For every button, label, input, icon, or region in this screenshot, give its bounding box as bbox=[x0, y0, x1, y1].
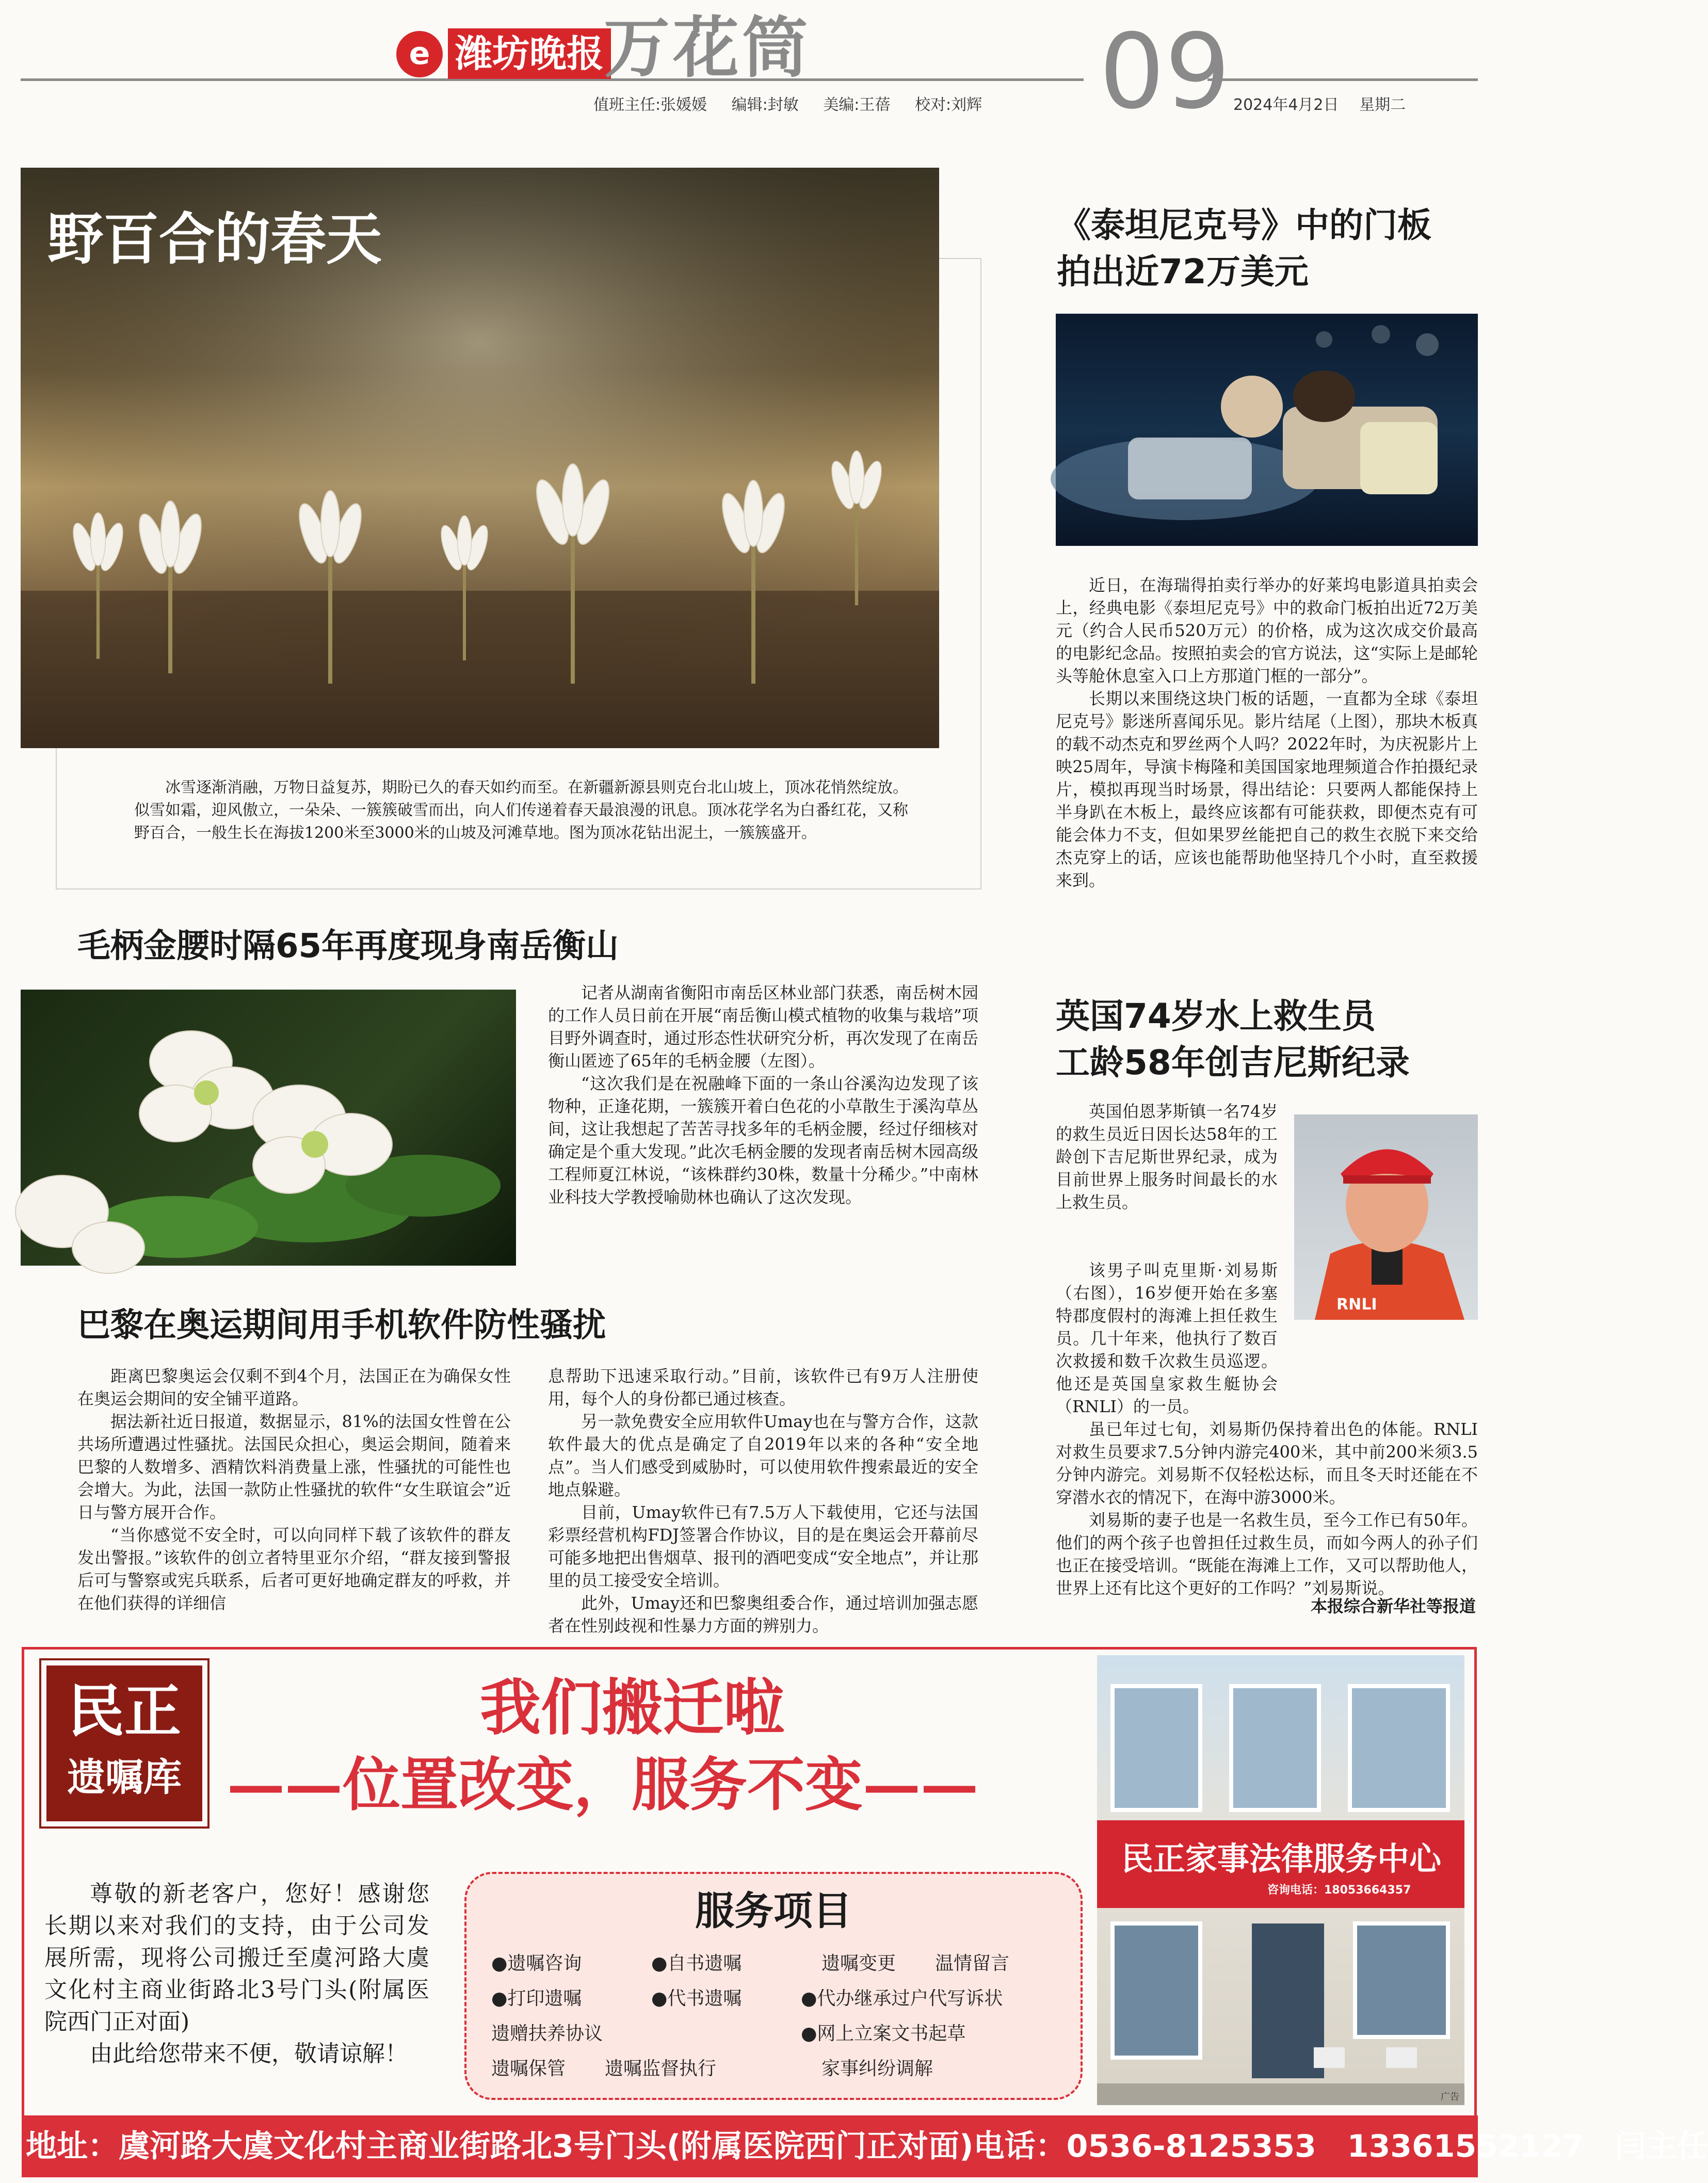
plant-para-1: 记者从湖南省衡阳市南岳区林业部门获悉，南岳树木园的工作人员日前在开展“南岳衡山模式植物的收集与栽培”项目野外调查时，通过形态性状研究分析，再次发现了在南岳衡山匿迹了65年的毛柄金腰（左图）。 bbox=[548, 983, 978, 1071]
service-item: ●自书遗嘱 bbox=[651, 1953, 742, 1974]
header-rule-right bbox=[1207, 78, 1478, 81]
titanic-photo bbox=[1056, 314, 1478, 546]
service-item: ●网上立案文书起草 bbox=[801, 2023, 966, 2044]
ad-slogan-1: 我们搬迁啦 bbox=[480, 1672, 785, 1743]
ad-logo bbox=[41, 1660, 207, 1826]
lifeguard-para-2: 该男子叫克里斯·刘易斯（右图），16岁便开始在多塞特郡度假村的海滩上担任救生员。几十年来，他执行了数百次救援和数千次救生员巡逻。他还是英国皇家救生艇协会（RNLI）的一员。 bbox=[1056, 1260, 1278, 1416]
lifeguard-source: 本报综合新华社等报道 bbox=[1310, 1596, 1476, 1616]
titanic-headline bbox=[1057, 202, 1470, 295]
ad-logo-line1: 民正 bbox=[68, 1678, 181, 1744]
credit-designer: 美编:王蓓 bbox=[823, 96, 891, 114]
lifeguard-para-4: 刘易斯的妻子也是一名救生员，至今工作已有50年。他们的两个孩子也曾担任过救生员，而如今两人的孙子们也正在接受培训。“既能在海滩上工作，又可以帮助他人，世界上还有比这个更好的工作吗？”刘易斯说。 bbox=[1056, 1510, 1478, 1598]
service-item: ●代书遗嘱 bbox=[651, 1988, 742, 2009]
lifeguard-headline bbox=[1056, 993, 1478, 1086]
titanic-body bbox=[1056, 574, 1478, 892]
lifeguard-headline-line1: 英国74岁水上救生员 bbox=[1056, 996, 1376, 1036]
service-item: 遗赠扶养协议 bbox=[491, 2023, 603, 2044]
plant-para-2: “这次我们是在祝融峰下面的一条山谷溪沟边发现了该物种，正逢花期，一簇簇开着白色花的小草散生于溪沟草丛间，这让我想起了苦苦寻找多年的毛柄金腰，经过仔细核对确定是个重大发现。”此次毛柄金腰的发现者南岳树木园高级工程师夏江林说，“该株群约30株，数量十分稀少。”中南林业科技大学教授喻勋林也确认了这次发现。 bbox=[548, 1074, 978, 1207]
paper-logo-icon: e bbox=[396, 31, 443, 77]
paris-headline: 巴黎在奥运期间用手机软件防性骚扰 bbox=[77, 1306, 606, 1345]
storefront-illustration bbox=[1097, 1655, 1464, 2105]
plant-headline: 毛柄金腰时隔65年再度现身南岳衡山 bbox=[77, 927, 619, 965]
service-item: ●遗嘱咨询 bbox=[491, 1953, 582, 1974]
titanic-para-1: 近日，在海瑞得拍卖行举办的好莱坞电影道具拍卖会上，经典电影《泰坦尼克号》中的救命门板拍出近72万美元（约合人民币520万元）的价格，成为这次成交价最高的电影纪念品。按照拍卖会的官方说法，这“实际上是邮轮头等舱休息室入口上方那道门框的一部分”。 bbox=[1056, 575, 1478, 686]
lifeguard-body bbox=[1056, 1259, 1478, 1599]
ad-notice-text: 尊敬的新老客户，您好！感谢您长期以来对我们的支持，由于公司发展所需，现将公司搬迁至虞河路大虞文化村主商业街路北3号门头(附属医院西门正对面) bbox=[44, 1881, 429, 2035]
storefront-phone: 咨询电话：18053664357 bbox=[1267, 1884, 1411, 1897]
section-name: 万花筒 bbox=[604, 9, 812, 87]
ad-mark: 广告 bbox=[1441, 2092, 1459, 2103]
editor-credits bbox=[593, 92, 1002, 115]
ad-notice bbox=[44, 1878, 429, 2070]
issue-date: 2024年4月2日 bbox=[1233, 96, 1339, 114]
paris-para-7: 此外，Umay还和巴黎奥组委合作，通过培训加强志愿者在性别歧视和性暴力方面的辨别力。 bbox=[548, 1593, 978, 1636]
service-item: ●代办继承过户代写诉状 bbox=[801, 1988, 1003, 2009]
service-item: 遗嘱监督执行 bbox=[605, 2058, 717, 2079]
paris-para-3: “当你感觉不安全时，可以向同样下载了该软件的群友发出警报。”该软件的创立者特里亚尔介绍，“群友接到警报后可与警察或宪兵联系，后者可更好地确定群友的呼救，并在他们获得的详细信 bbox=[77, 1525, 511, 1613]
lily-headline: 野百合的春天 bbox=[47, 207, 382, 272]
paris-para-1: 距离巴黎奥运会仅剩不到4个月，法国正在为确保女性在奥运会期间的安全铺平道路。 bbox=[77, 1366, 511, 1409]
plant-photo bbox=[21, 990, 516, 1266]
lily-caption-text: 冰雪逐渐消融，万物日益复苏，期盼已久的春天如约而至。在新疆新源县则克台北山坡上，顶冰花悄然绽放。似雪如霜，迎风傲立，一朵朵、一簇簇破雪而出，向人们传递着春天最浪漫的讯息。顶冰花学名为白番红花，又称野百合，一般生长在海拔1200米至3000米的山坡及河滩草地。图为顶冰花钻出泥土，一簇簇盛开。 bbox=[134, 779, 908, 842]
titanic-scene-illustration bbox=[1056, 314, 1478, 546]
paris-para-2: 据法新社近日报道，数据显示，81%的法国女性曾在公共场所遭遇过性骚扰。法国民众担心，奥运会期间，随着来巴黎的人数增多、酒精饮料消费量上涨，性骚扰的可能性也会增大。为此，法国一款防止性骚扰的软件“女生联谊会”近日与警方展开合作。 bbox=[77, 1412, 511, 1522]
ad-logo-line2: 遗嘱库 bbox=[67, 1755, 182, 1800]
paris-para-5: 另一款免费安全应用软件Umay也在与警方合作，这款软件最大的优点是确定了自2019年以来的各种“安全地点”。当人们感受到威胁时，可以使用软件搜索最近的安全地点躲避。 bbox=[548, 1412, 978, 1499]
paris-para-6: 目前，Umay软件已有7.5万人下载使用，它还与法国彩票经营机构FDJ签署合作协议，目的是在奥运会开幕前尽可能多地把出售烟草、报刊的酒吧变成“安全地点”，并让那里的员工接受安全培训。 bbox=[548, 1502, 978, 1590]
paper-name: 潍坊晚报 bbox=[448, 28, 611, 79]
credit-proofreader: 校对:刘辉 bbox=[914, 96, 982, 114]
lifeguard-para-3: 虽已年过七旬，刘易斯仍保持着出色的体能。RNLI对救生员要求7.5分钟内游完400米，其中前200米须3.5分钟内游完。刘易斯不仅轻松达标，而且冬天时还能在不穿潜水衣的情况下，在海中游3000米。 bbox=[1056, 1419, 1478, 1507]
titanic-headline-line1: 《泰坦尼克号》中的门板 bbox=[1057, 205, 1431, 245]
ad-notice-apology: 由此给您带来不便，敬请谅解！ bbox=[90, 2041, 408, 2067]
ad-slogan-2: ——位置改变，服务不变—— bbox=[227, 1751, 978, 1819]
lifeguard-headline-line2: 工龄58年创吉尼斯纪录 bbox=[1056, 1043, 1410, 1082]
ad-address-bar: 地址：虞河路大虞文化村主商业街路北3号门头(附属医院西门正对面)电话：0536-8125353 13361552127 闫主任 bbox=[22, 2115, 1478, 2177]
paris-para-4: 息帮助下迅速采取行动。”目前，该软件已有9万人注册使用，每个人的身份都已通过核查。 bbox=[548, 1366, 978, 1409]
service-item: 家事纠纷调解 bbox=[821, 2058, 933, 2079]
lifeguard-body-top bbox=[1056, 1100, 1278, 1214]
paris-column-2 bbox=[548, 1365, 978, 1637]
paris-column-1 bbox=[77, 1365, 511, 1614]
saxifrage-flowers-illustration bbox=[21, 990, 516, 1266]
plant-body bbox=[548, 981, 978, 1208]
credit-editor: 编辑:封敏 bbox=[731, 96, 799, 114]
lifeguard-para-1: 英国伯恩茅斯镇一名74岁的救生员近日因长达58年的工龄创下吉尼斯世界纪录，成为目前世界上服务时间最长的水上救生员。 bbox=[1056, 1102, 1278, 1212]
issue-weekday: 星期二 bbox=[1359, 96, 1406, 114]
ad-services-title: 服务项目 bbox=[695, 1888, 852, 1934]
lily-caption bbox=[134, 777, 908, 845]
titanic-para-2: 长期以来围绕这块门板的话题，一直都为全球《泰坦尼克号》影迷所喜闻乐见。影片结尾（上图），那块木板真的载不动杰克和罗丝两个人吗？2022年时，为庆祝影片上映25周年，导演卡梅隆和美国国家地理频道合作拍摄纪录片，模拟再现当时场景，得出结论：只要两人都能保持上半身趴在木板上，最终应该都有可能获救，即便杰克有可能会体力不支，但如果罗丝能把自己的救生衣脱下来交给杰克穿上的话，应该也能帮助他坚持几个小时，直至救援来到。 bbox=[1056, 689, 1478, 890]
ad-storefront-photo bbox=[1097, 1655, 1464, 2105]
dateline bbox=[1233, 92, 1406, 115]
titanic-headline-line2: 拍出近72万美元 bbox=[1057, 252, 1309, 292]
service-item: 温情留言 bbox=[935, 1953, 1010, 1974]
vest-lettering: RNLI bbox=[1336, 1296, 1377, 1314]
service-item: 遗嘱保管 bbox=[491, 2058, 566, 2079]
credit-duty-editor: 值班主任:张媛媛 bbox=[593, 96, 707, 114]
service-item: ●打印遗嘱 bbox=[491, 1988, 582, 2009]
ad-services-panel bbox=[464, 1872, 1083, 2100]
page-number: 09 bbox=[1099, 12, 1231, 132]
storefront-sign: 民正家事法律服务中心 bbox=[1121, 1840, 1441, 1878]
service-item: 遗嘱变更 bbox=[821, 1953, 896, 1974]
